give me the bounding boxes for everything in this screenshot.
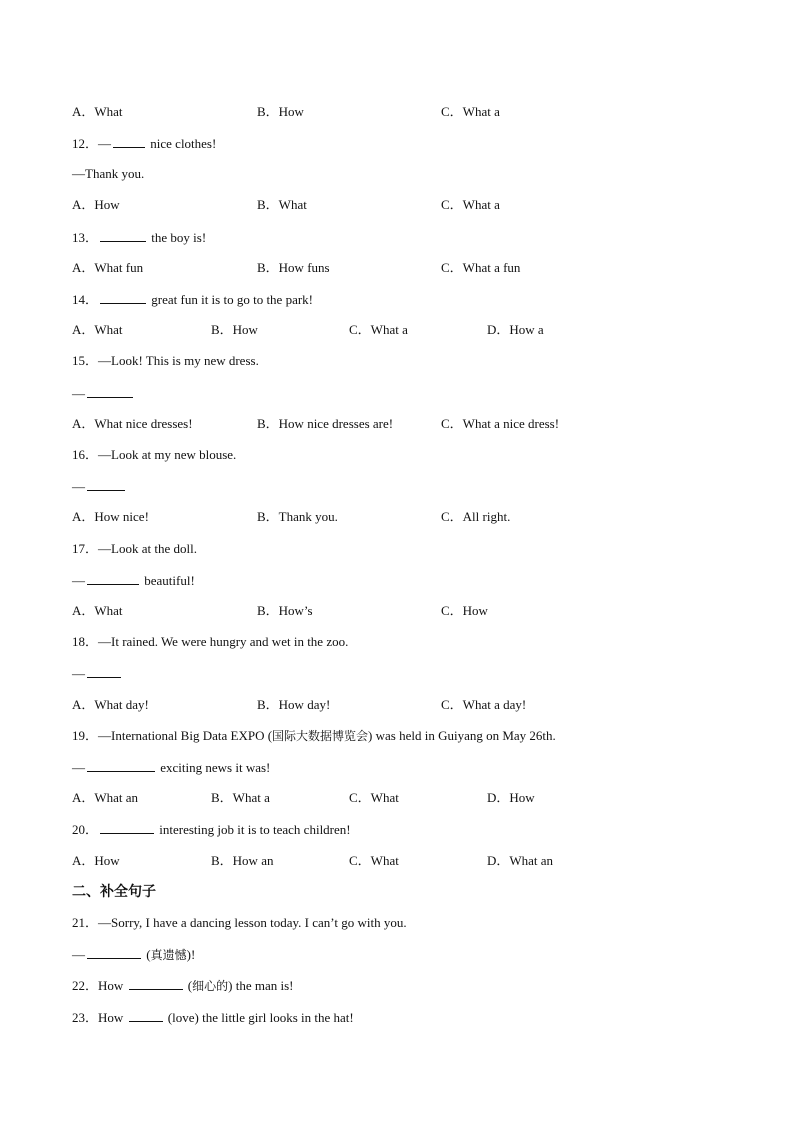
q11-option-b[interactable]: B．How [257,104,304,119]
q22-number: 22． [72,978,99,993]
q17-reply: — beautiful! [72,573,195,588]
q11-option-c[interactable]: C．What a [441,104,500,119]
q15-number: 15． [72,353,99,368]
q13-number: 13． [72,230,99,245]
q12-option-a[interactable]: A．How [72,197,120,212]
q12-option-b[interactable]: B．What [257,197,307,212]
q21-number: 21． [72,915,99,930]
q20-option-a[interactable]: A．How [72,853,120,868]
q22-answer-blank[interactable] [129,977,183,990]
q15-answer-blank[interactable] [87,385,133,398]
q23-question: 23．How (love) the little girl looks in the hat! [72,1010,354,1025]
q23-number: 23． [72,1010,99,1025]
q17-answer-blank[interactable] [87,572,139,585]
q16-number: 16． [72,447,99,462]
q14-number: 14． [72,292,99,307]
q20-option-b[interactable]: B．How an [211,853,274,868]
q16-question: 16．—Look at my new blouse. [72,447,237,462]
q14-option-c[interactable]: C．What a [349,322,408,337]
q19-option-c[interactable]: C．What [349,790,399,805]
q18-number: 18． [72,634,99,649]
q21-answer-blank[interactable] [87,946,141,959]
q17-option-b[interactable]: B．How’s [257,603,313,618]
q18-option-a[interactable]: A．What day! [72,697,149,712]
q12-number: 12． [72,136,99,151]
q20-question: 20． interesting job it is to teach children! [72,822,351,837]
q16-answer-blank[interactable] [87,478,125,491]
q17-question: 17．—Look at the doll. [72,541,197,556]
q17-option-a[interactable]: A．What [72,603,123,618]
q19-question: 19．—International Big Data EXPO (国际大数据博览会) was held in Guiyang on May 26th. [72,728,556,743]
q15-option-c[interactable]: C．What a nice dress! [441,416,560,431]
q18-option-c[interactable]: C．What a day! [441,697,527,712]
q21-reply: — (真遗憾)! [72,947,196,962]
q12-option-c[interactable]: C．What a [441,197,500,212]
q21-question: 21．—Sorry, I have a dancing lesson today. I can’t go with you. [72,915,407,930]
q15-option-b[interactable]: B．How nice dresses are! [257,416,394,431]
q18-reply: — [72,665,123,682]
q17-number: 17． [72,541,99,556]
q15-question: 15．—Look! This is my new dress. [72,353,259,368]
q12-answer-blank[interactable] [113,135,145,148]
q18-answer-blank[interactable] [87,665,121,678]
q20-answer-blank[interactable] [100,821,154,834]
q19-option-a[interactable]: A．What an [72,790,139,805]
q20-number: 20． [72,822,99,837]
q12-reply: —Thank you. [72,166,145,181]
q14-question: 14． great fun it is to go to the park! [72,292,314,307]
q16-reply: — [72,478,127,495]
q14-answer-blank[interactable] [100,291,146,304]
q13-option-a[interactable]: A．What fun [72,260,144,275]
q19-answer-blank[interactable] [87,759,155,772]
q16-option-a[interactable]: A．How nice! [72,509,149,524]
q18-option-b[interactable]: B．How day! [257,697,331,712]
q20-option-d[interactable]: D．What an [487,853,554,868]
q19-reply: — exciting news it was! [72,760,271,775]
q17-option-c[interactable]: C．How [441,603,488,618]
q14-option-b[interactable]: B．How [211,322,258,337]
section-heading: 二、补全句子 [72,884,156,900]
q20-option-c[interactable]: C．What [349,853,399,868]
q13-option-c[interactable]: C．What a fun [441,260,521,275]
q15-option-a[interactable]: A．What nice dresses! [72,416,193,431]
q11-option-a[interactable]: A．What [72,104,123,119]
q13-option-b[interactable]: B．How funs [257,260,330,275]
q22-question: 22．How (细心的) the man is! [72,978,294,993]
q12-question: 12．— nice clothes! [72,136,217,151]
q13-question: 13． the boy is! [72,230,207,245]
q19-number: 19． [72,728,99,743]
q16-option-c[interactable]: C．All right. [441,509,511,524]
q13-answer-blank[interactable] [100,229,146,242]
q16-option-b[interactable]: B．Thank you. [257,509,338,524]
q14-option-d[interactable]: D．How a [487,322,544,337]
q23-answer-blank[interactable] [129,1009,163,1022]
q18-question: 18．—It rained. We were hungry and wet in the zoo. [72,634,349,649]
q15-reply: — [72,385,135,402]
q19-option-b[interactable]: B．What a [211,790,270,805]
q19-option-d[interactable]: D．How [487,790,535,805]
q14-option-a[interactable]: A．What [72,322,123,337]
